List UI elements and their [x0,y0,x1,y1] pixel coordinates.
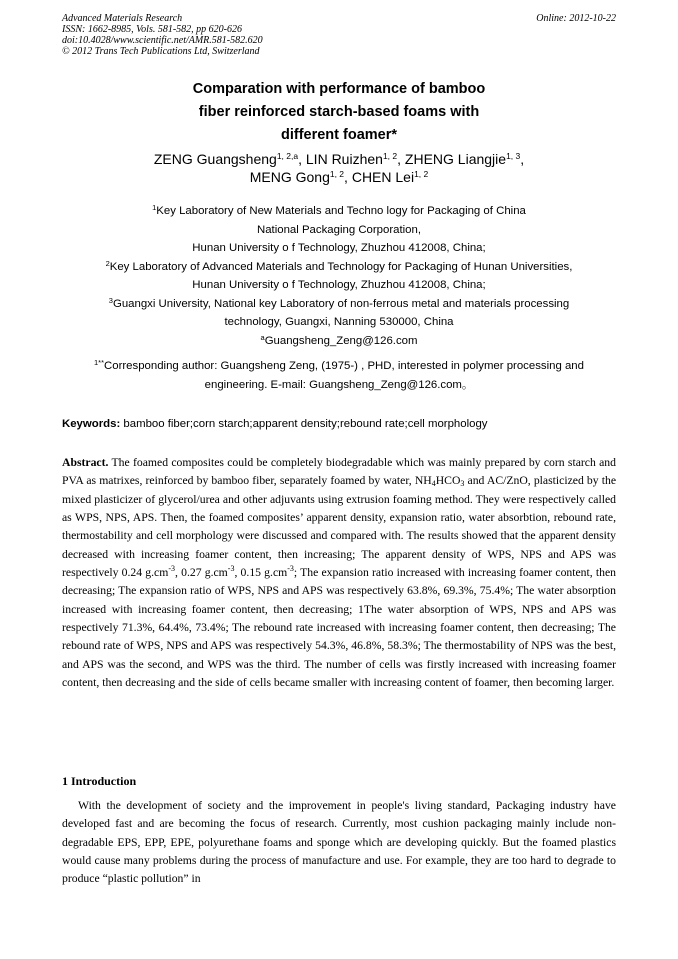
corresponding-author [62,357,616,394]
author-sup: 1, 2,a [276,151,299,161]
author-name: MENG Gong [249,169,330,185]
author-email: Guangsheng_Zeng@126.com [264,334,418,347]
corresponding-line [62,357,616,376]
affiliation-line: National Packaging Corporation, [257,223,421,236]
subscript: 4 [431,479,436,489]
author-sup: 1, 2 [329,169,345,179]
corresponding-sup: 1** [94,358,105,367]
abstract-text: , 0.27 g.cm [175,566,228,580]
paper-title [62,78,616,147]
abstract-text: and AC/ZnO, plasticized by the mixed plasticizer of glycerol/urea and other adjuvants using extrusion foaming method. They were respectively called as WPS, NPS, APS. Then, the foamed composites’ apparent density, expansion ratio, water absorbtion, rebound rate, thermostability and cell morphology were discussed and compared with. The results showed that the apparent density decreased with increasing foamer content, then increasing; The apparent density of WPS, NPS and APS was respectively 0.24 g.cm [62,474,617,580]
superscript: -3 [227,564,235,574]
author-sup: 1, 2 [382,151,398,161]
superscript: -3 [287,564,294,574]
author-list [62,150,616,186]
affiliations [62,202,616,350]
affiliation-sup: 1 [152,203,157,212]
affiliation-line: technology, Guangxi, Nanning 530000, China [224,316,454,328]
journal-copyright: © 2012 Trans Tech Publications Ltd, Switzerland [62,46,260,57]
keywords [62,416,616,432]
affiliation-line: Hunan University o f Technology, Zhuzhou 412008, China; [192,279,486,291]
affiliation-text: Key Laboratory of New Materials and Techno logy for Packaging of China [156,205,526,217]
affiliation-text: Guangxi University, National key Laboratory of non-ferrous metal and materials processing [112,297,570,310]
author-line: ZENG Guangsheng$^{1, 2,a}$, LIN Ruizhen$^{1, 2}$, ZHENG Liangjie$^{1, 3}$, [153,151,525,167]
keywords-label: Keywords: [62,418,121,430]
affiliation-line: Hunan University o f Technology, Zhuzhou 412008, China; [192,242,486,254]
introduction-paragraph: With the development of society and the improvement in people's living standard, Packaging industry have developed fast and are becoming the focus of research. Currently, most cushion packaging mainly include non-degradable EPS, EPP, EPE, polyurethane foams and sponge which are developing quickly. But the foamed plastics would cause many problems during the process of manufacture and use. For example, they are too hard to degrade to produce “plastic pollution” in [62,799,616,886]
email-line [62,332,616,351]
title-line: different foamer* [280,127,398,143]
affiliation-text: Key Laboratory of Advanced Materials and Technology for Packaging of Hunan Universities, [109,260,573,273]
title-line: fiber reinforced starch-based foams with [198,104,480,120]
author-name: LIN Ruizhen [305,151,383,167]
author-name: ZHENG Liangjie [404,151,507,167]
journal-name: Advanced Materials Research [62,13,183,24]
abstract-text: ; The expansion ratio increased with increasing foamer content, then decreasing; The expansion ratio of WPS, NPS and APS was respectively 63.8%, 69.3%, 75.4%; The water absorption increased with increasing foamer content, then decreasing; 1The water absorption of WPS, NPS and APS was respectively 71.3%, 64.4%, 73.4%; The rebound rate increased with increasing foamer content, then decreasing; The rebound rate of WPS, NPS and APS was respectively 54.3%, 46.8%, 58.3%; The thermostability of NPS was the best, and APS was the second, and WPS was the third. The number of cells was firstly increased with increasing foamer content, then decreasing and the side of cells became smaller with increasing content of foamer, then becoming larger. [62,566,617,690]
affiliation-sup: 3 [108,295,113,305]
abstract-text: , 0.15 g.cm [234,566,288,580]
journal-doi: doi:10.4028/www.scientific.net/AMR.581-582.620 [62,35,263,46]
section-heading: 1 Introduction [62,774,137,788]
keywords-text: bamboo fiber;corn starch;apparent density;rebound rate;cell morphology [123,418,488,430]
superscript: -3 [168,564,175,574]
author-line: MENG Gong$^{1, 2}$, CHEN Lei$^{1, 2}$ [249,169,429,185]
affiliation-line [62,295,616,314]
author-name: CHEN Lei [351,169,415,185]
author-name: ZENG Guangsheng [153,151,277,167]
affiliation-line [62,258,616,277]
abstract [62,454,616,692]
abstract-text: The foamed composites could be completely biodegradable which was mainly prepared by corn starch and PVA as matrixes, reinforced by bamboo fiber, separately foamed by water, NH [62,456,616,488]
author-sup: 1, 2 [414,169,429,179]
subscript: 3 [460,479,465,489]
affiliation-line [62,202,616,221]
corresponding-text: Corresponding author: Guangsheng Zeng, (1975-) , PHD, interested in polymer processing and [104,360,584,372]
affiliation-sup: 2 [105,258,110,268]
journal-issn: ISSN: 1662-8985, Vols. 581-582, pp 620-626 [62,24,242,35]
abstract-label: Abstract. [62,456,109,469]
author-sup: 1, 3 [506,151,521,161]
title-line: Comparation with performance of bamboo [192,81,486,97]
email-sup: a [260,332,265,342]
journal-header [62,13,616,57]
abstract-text: HCO [435,474,461,488]
online-date: Online: 2012-10-22 [536,13,616,24]
corresponding-line: engineering. E-mail: Guangsheng_Zeng@126.com。 [204,378,474,391]
